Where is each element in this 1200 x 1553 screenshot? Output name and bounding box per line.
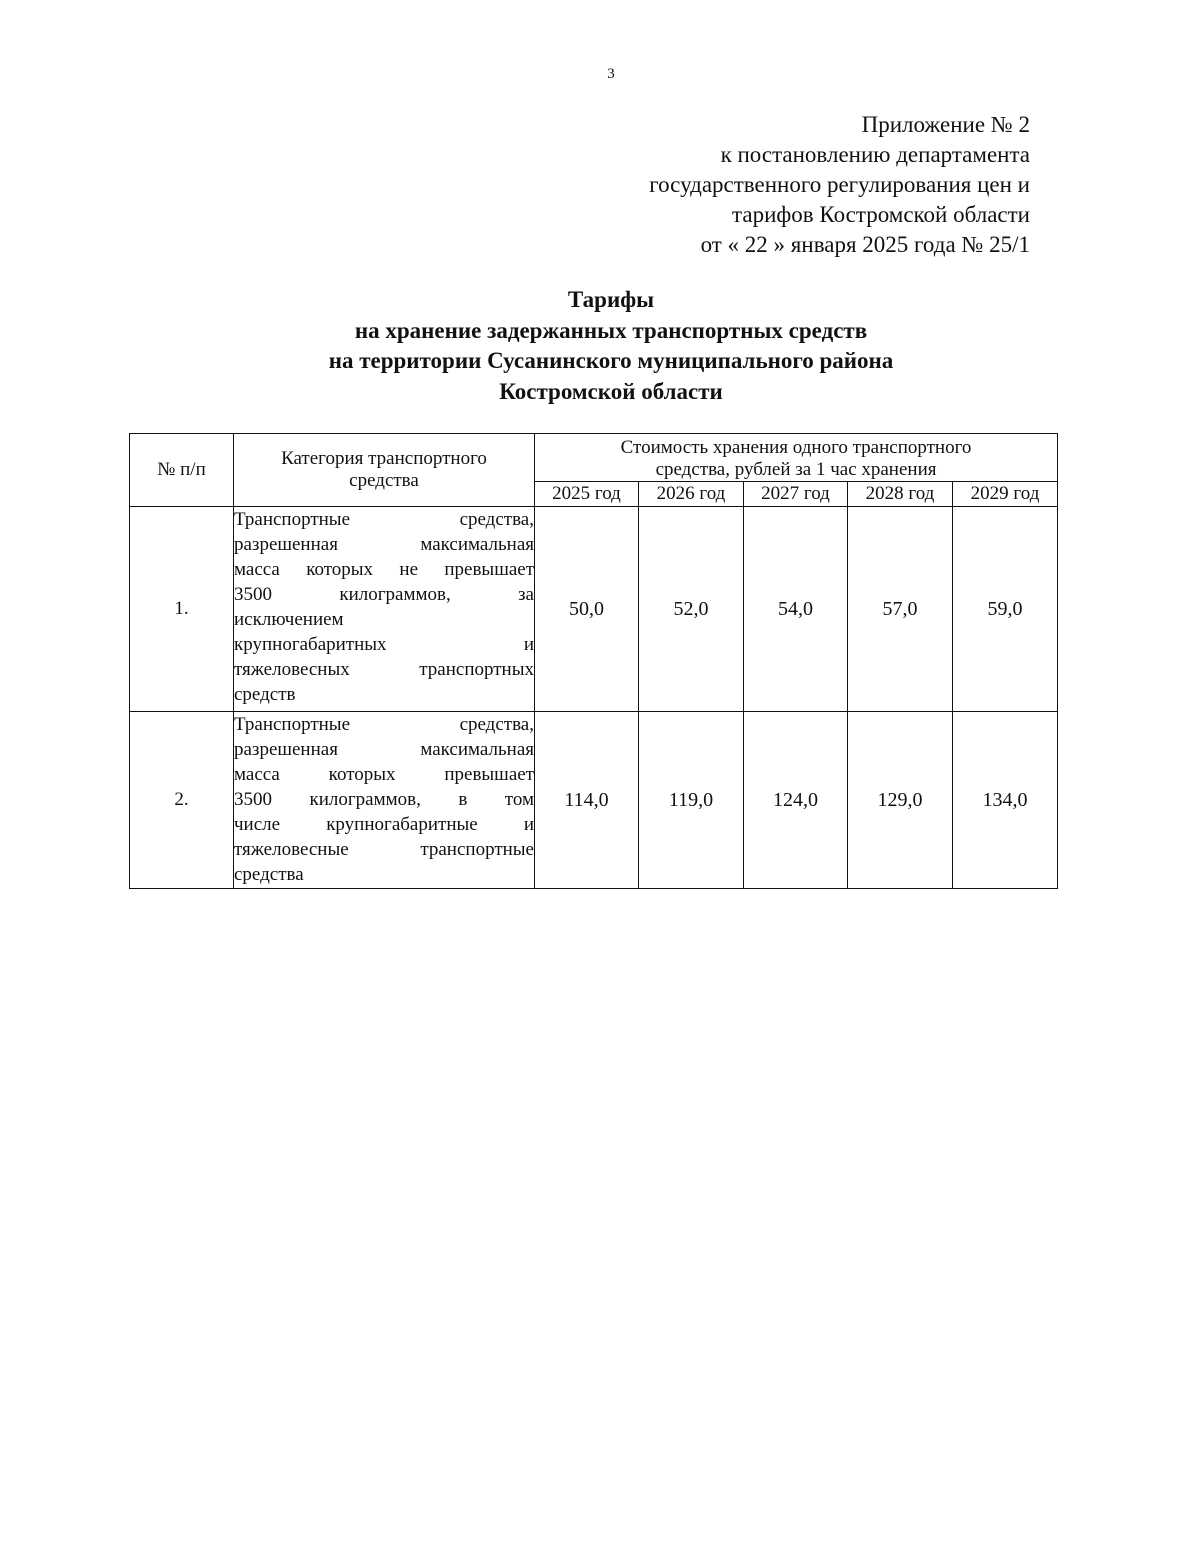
header-category: Категория транспортного средства bbox=[234, 434, 535, 507]
tariff-value: 114,0 bbox=[535, 712, 639, 889]
tariff-value: 129,0 bbox=[848, 712, 953, 889]
category-line: Транспортные средства, bbox=[234, 714, 534, 735]
appendix-line: тарифов Костромской области bbox=[732, 202, 1030, 227]
tariff-value: 50,0 bbox=[535, 507, 639, 712]
row-number: 2. bbox=[130, 712, 234, 889]
tariffs-table bbox=[129, 433, 1058, 889]
header-year: 2027 год bbox=[744, 482, 848, 507]
table-row bbox=[130, 507, 1058, 712]
header-year: 2025 год bbox=[535, 482, 639, 507]
category-line: тяжеловесных транспортных bbox=[234, 659, 534, 680]
appendix-line: к постановлению департамента bbox=[720, 142, 1030, 167]
row-category bbox=[234, 712, 535, 889]
header-year: 2028 год bbox=[848, 482, 953, 507]
category-line: исключением bbox=[234, 609, 344, 630]
appendix-title: Приложение № 2 bbox=[861, 112, 1030, 137]
category-line: крупногабаритных и bbox=[234, 634, 534, 655]
table-header-row bbox=[130, 434, 1058, 482]
tariff-value: 134,0 bbox=[953, 712, 1058, 889]
category-line: числе крупногабаритные и bbox=[234, 814, 534, 835]
category-line: Транспортные средства, bbox=[234, 509, 534, 530]
header-cost: Стоимость хранения одного транспортного средства, рублей за 1 час хранения bbox=[535, 434, 1058, 482]
category-line: 3500 килограммов, за bbox=[234, 584, 534, 605]
category-line: тяжеловесные транспортные bbox=[234, 839, 534, 860]
tariff-value: 59,0 bbox=[953, 507, 1058, 712]
row-number: 1. bbox=[130, 507, 234, 712]
appendix-date: от « 22 » января 2025 года № 25/1 bbox=[700, 232, 1030, 257]
appendix-line: государственного регулирования цен и bbox=[649, 172, 1030, 197]
tariff-value: 124,0 bbox=[744, 712, 848, 889]
category-line: средства bbox=[234, 864, 304, 885]
title-line: Костромской области bbox=[499, 378, 723, 404]
header-year: 2029 год bbox=[953, 482, 1058, 507]
tariff-value: 54,0 bbox=[744, 507, 848, 712]
category-line: разрешенная максимальная bbox=[234, 534, 534, 555]
category-line: масса которых превышает bbox=[234, 764, 534, 785]
category-line: разрешенная максимальная bbox=[234, 739, 534, 760]
category-line: средств bbox=[234, 684, 296, 705]
header-number: № п/п bbox=[130, 434, 234, 507]
row-category bbox=[234, 507, 535, 712]
tariff-value: 119,0 bbox=[639, 712, 744, 889]
table-row bbox=[130, 712, 1058, 889]
tariff-value: 52,0 bbox=[639, 507, 744, 712]
header-year: 2026 год bbox=[639, 482, 744, 507]
category-line: масса которых не превышает bbox=[234, 559, 534, 580]
category-line: 3500 килограммов, в том bbox=[234, 789, 534, 810]
title-line: на территории Сусанинского муниципального района bbox=[328, 348, 894, 373]
title-line: Тарифы bbox=[567, 287, 655, 312]
page-number: 3 bbox=[607, 66, 615, 82]
title-line: на хранение задержанных транспортных средств bbox=[354, 317, 868, 343]
tariff-value: 57,0 bbox=[848, 507, 953, 712]
document-title bbox=[0, 285, 1200, 407]
appendix-block bbox=[649, 110, 1030, 260]
